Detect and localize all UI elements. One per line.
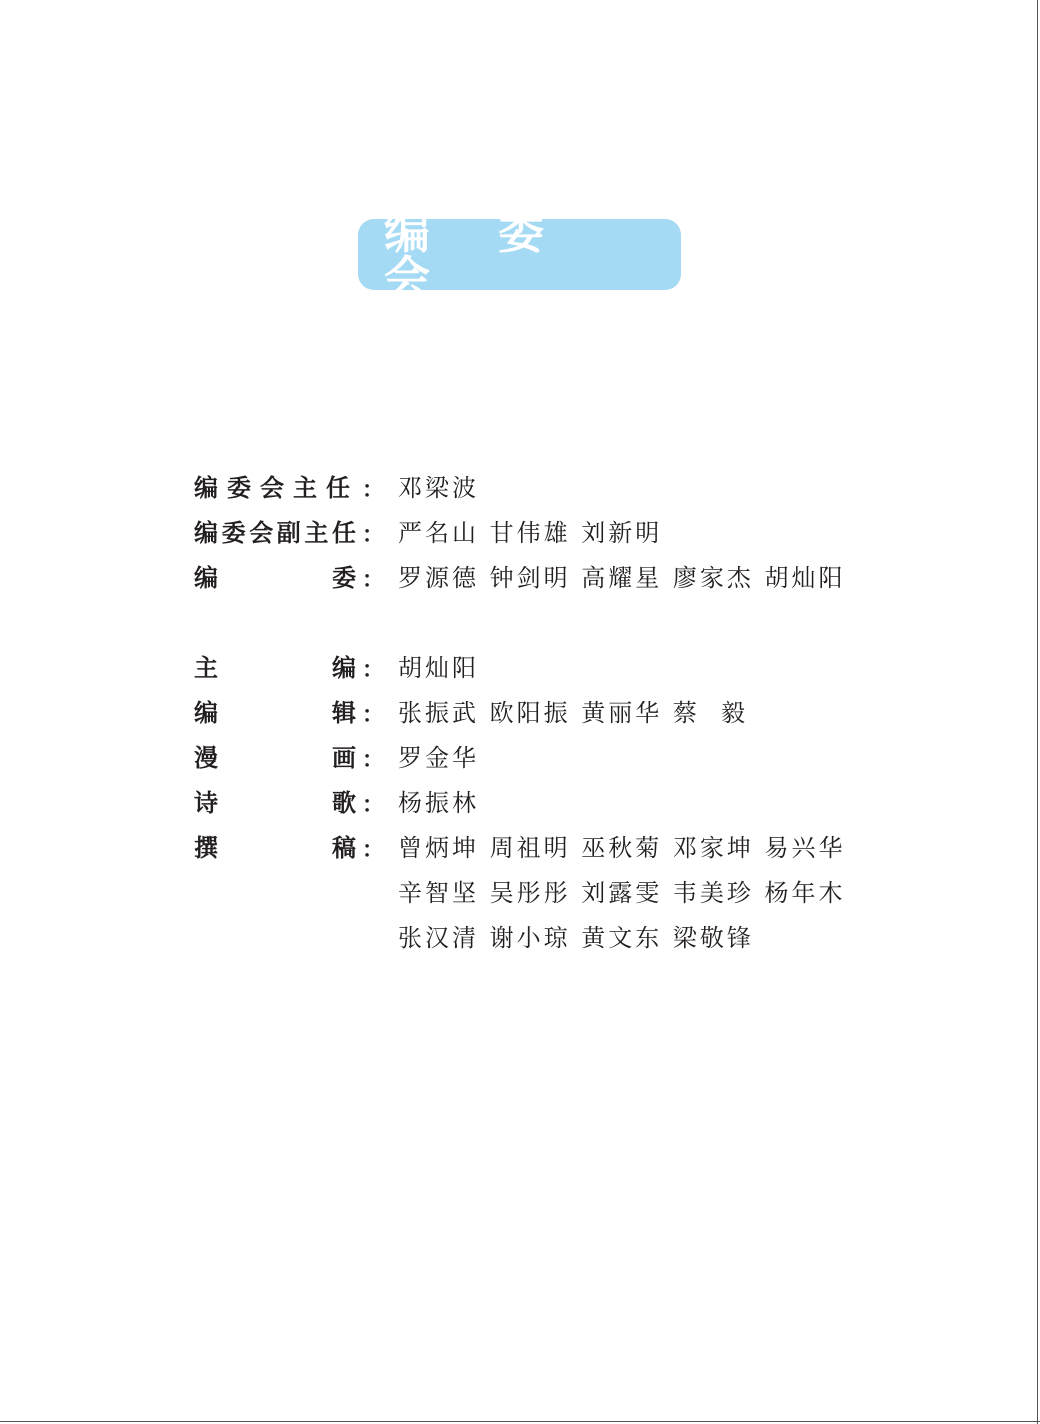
names-text: 邓梁波: [398, 474, 479, 502]
credit-row-writers-continued: [194, 918, 894, 963]
colon: ：: [362, 567, 385, 593]
colon: ：: [362, 477, 385, 503]
names-text: 罗金华: [398, 744, 479, 772]
role-label: 漫画: [194, 743, 356, 772]
role-label: 编委: [194, 563, 356, 592]
title-banner: [358, 204, 681, 305]
names-text: 杨振林: [398, 789, 479, 817]
credit-row-members: [194, 558, 894, 603]
names-text: 罗源德 钟剑明 高耀星 廖家杰 胡灿阳: [398, 564, 846, 592]
names-text: 曾炳坤 周祖明 巫秋菊 邓家坤 易兴华: [398, 834, 846, 862]
names-text: 张振武 欧阳振 黄丽华 蔡 毅: [398, 699, 749, 727]
names-text: 严名山 甘伟雄 刘新明: [398, 519, 663, 547]
credit-row-director: [194, 468, 894, 513]
role-label: 编辑: [194, 698, 356, 727]
credit-row-editors: [194, 693, 894, 738]
names-text: 胡灿阳: [398, 654, 479, 682]
page-title: 编 委 会: [384, 204, 571, 305]
credit-row-comics: [194, 738, 894, 783]
colon: ：: [362, 747, 385, 773]
credit-row-poetry: [194, 783, 894, 828]
colon: ：: [362, 657, 385, 683]
colon: ：: [362, 522, 385, 548]
credit-row-writers-continued: [194, 873, 894, 918]
colon: ：: [362, 837, 385, 863]
role-label: 撰稿: [194, 833, 356, 862]
page-edge-right: [1037, 0, 1038, 1424]
credit-row-deputy-director: [194, 513, 894, 558]
page-edge-bottom: [0, 1421, 1040, 1422]
credit-row-writers: [194, 828, 894, 873]
colon: ：: [362, 702, 385, 728]
role-label: 编委会副主任: [194, 518, 356, 547]
colon: ：: [362, 792, 385, 818]
role-label: 诗歌: [194, 788, 356, 817]
role-label: 编委会主任: [194, 473, 359, 502]
credit-row-chief-editor: [194, 648, 894, 693]
credits-list: [194, 468, 894, 963]
names-text: 辛智坚 吴彤彤 刘露雯 韦美珍 杨年木: [398, 879, 846, 907]
names-text: 张汉清 谢小琼 黄文东 梁敬锋: [398, 924, 754, 952]
role-label: 主编: [194, 653, 356, 682]
